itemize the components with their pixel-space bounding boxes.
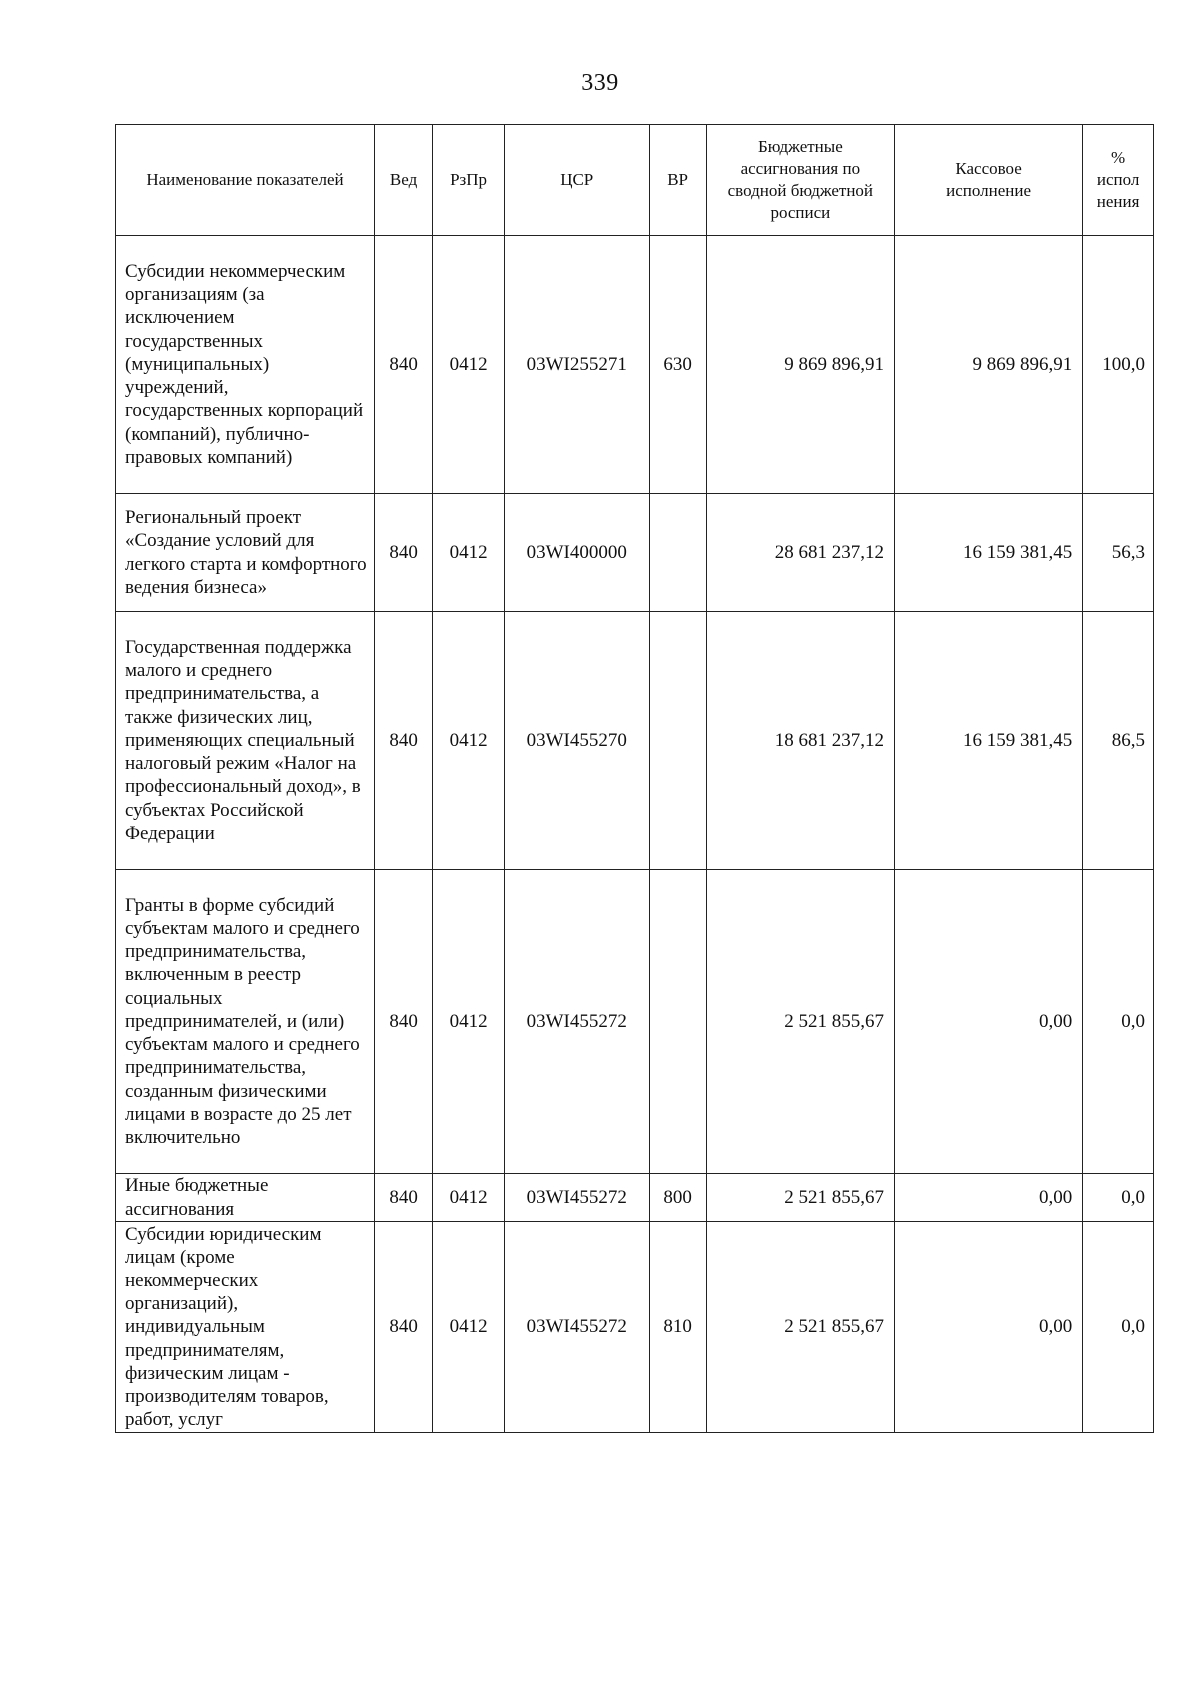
header-cash: Кассовое исполнение [894, 125, 1082, 236]
row-vr [649, 870, 706, 1174]
table-row [116, 1174, 1154, 1222]
row-vr: 800 [649, 1174, 706, 1222]
row-percent: 56,3 [1083, 494, 1154, 612]
table-row [116, 870, 1154, 1174]
row-percent: 0,0 [1083, 1174, 1154, 1222]
row-cash: 16 159 381,45 [894, 612, 1082, 870]
table-header-row [116, 125, 1154, 236]
row-ved: 840 [374, 870, 432, 1174]
row-csr: 03WI455272 [504, 1174, 649, 1222]
header-ved: Вед [374, 125, 432, 236]
table-row [116, 236, 1154, 494]
row-cash: 0,00 [894, 1174, 1082, 1222]
row-rzpr: 0412 [433, 1174, 505, 1222]
row-ved: 840 [374, 1174, 432, 1222]
row-name: Иные бюджетные ассигнования [116, 1174, 375, 1222]
row-name: Гранты в форме субсидий субъектам малого и среднего предпринимательства, включенным в реестр социальных предпринимателей, и (или) субъектам малого и среднего предпринимательства, созданным физическими лицами в возрасте до 25 лет включительно [116, 870, 375, 1174]
table-row [116, 494, 1154, 612]
row-percent: 100,0 [1083, 236, 1154, 494]
row-rzpr: 0412 [433, 870, 505, 1174]
row-budget: 2 521 855,67 [706, 1222, 894, 1433]
header-percent: % испол нения [1083, 125, 1154, 236]
table-row [116, 612, 1154, 870]
row-cash: 9 869 896,91 [894, 236, 1082, 494]
row-ved: 840 [374, 612, 432, 870]
row-vr [649, 612, 706, 870]
row-ved: 840 [374, 494, 432, 612]
header-budget: Бюджетные ассигнования по сводной бюджетной росписи [706, 125, 894, 236]
row-name: Субсидии юридическим лицам (кроме некоммерческих организаций), индивидуальным предпринимателям, физическим лицам - производителям товаров, работ, услуг [116, 1222, 375, 1433]
row-csr: 03WI400000 [504, 494, 649, 612]
row-csr: 03WI255271 [504, 236, 649, 494]
row-csr: 03WI455272 [504, 1222, 649, 1433]
table-row [116, 1222, 1154, 1433]
page-number: 339 [581, 70, 619, 96]
row-name: Региональный проект «Создание условий для легкого старта и комфортного ведения бизнеса» [116, 494, 375, 612]
row-vr [649, 494, 706, 612]
row-name: Субсидии некоммерческим организациям (за исключением государственных (муниципальных) учреждений, государственных корпораций (компаний), публично-правовых компаний) [116, 236, 375, 494]
row-cash: 0,00 [894, 1222, 1082, 1433]
row-cash: 16 159 381,45 [894, 494, 1082, 612]
row-rzpr: 0412 [433, 236, 505, 494]
row-percent: 0,0 [1083, 1222, 1154, 1433]
row-ved: 840 [374, 1222, 432, 1433]
row-vr: 630 [649, 236, 706, 494]
header-vr: ВР [649, 125, 706, 236]
header-rzpr: РзПр [433, 125, 505, 236]
row-budget: 18 681 237,12 [706, 612, 894, 870]
row-csr: 03WI455272 [504, 870, 649, 1174]
row-rzpr: 0412 [433, 494, 505, 612]
row-percent: 86,5 [1083, 612, 1154, 870]
row-percent: 0,0 [1083, 870, 1154, 1174]
header-name: Наименование показателей [116, 125, 375, 236]
row-vr: 810 [649, 1222, 706, 1433]
header-csr: ЦСР [504, 125, 649, 236]
row-rzpr: 0412 [433, 1222, 505, 1433]
row-budget: 28 681 237,12 [706, 494, 894, 612]
row-cash: 0,00 [894, 870, 1082, 1174]
row-rzpr: 0412 [433, 612, 505, 870]
row-csr: 03WI455270 [504, 612, 649, 870]
row-ved: 840 [374, 236, 432, 494]
row-budget: 2 521 855,67 [706, 870, 894, 1174]
row-name: Государственная поддержка малого и среднего предпринимательства, а также физических лиц, применяющих специальный налоговый режим «Налог на профессиональный доход», в субъектах Российской Федерации [116, 612, 375, 870]
row-budget: 9 869 896,91 [706, 236, 894, 494]
row-budget: 2 521 855,67 [706, 1174, 894, 1222]
budget-execution-table [115, 124, 1154, 1433]
